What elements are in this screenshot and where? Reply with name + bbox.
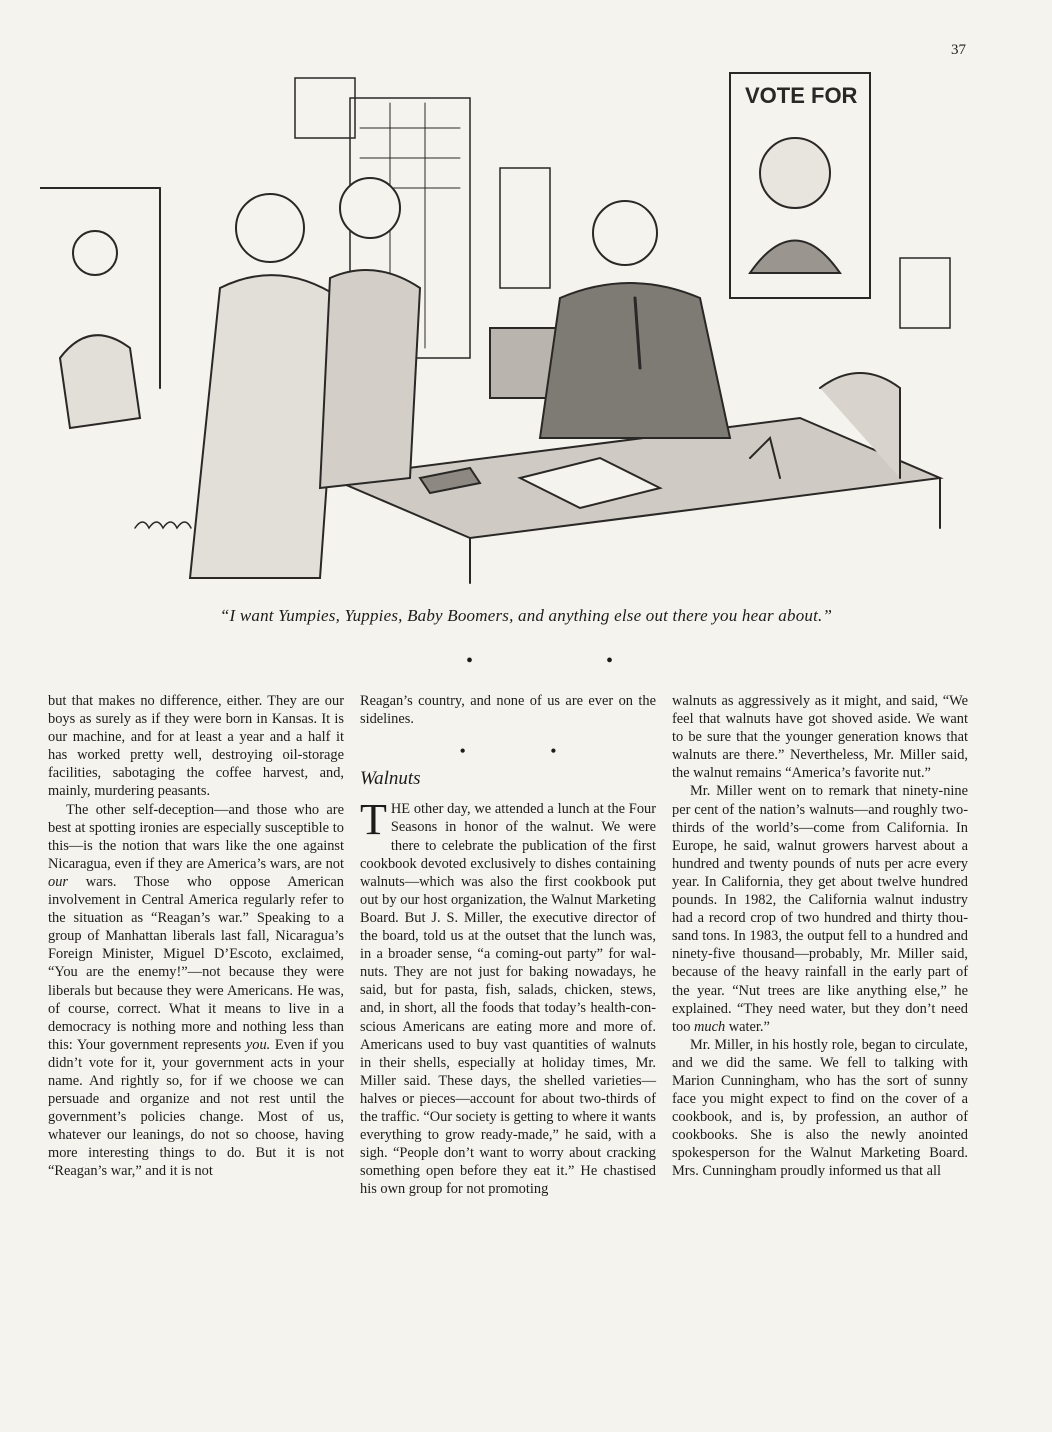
column-3	[672, 692, 968, 1181]
paragraph: Reagan’s country, and none of us are ever on the sidelines.	[360, 693, 656, 728]
section-title: Walnuts	[360, 768, 421, 790]
column-1	[48, 692, 344, 1181]
drop-cap: T	[360, 795, 387, 845]
paragraph: Mr. Miller, in his hostly role, began to circulate, and we did the same. We fell to talking with Marion Cunningham, who has the sort of sunny face you might expect to find on the cover of a cookbook, and is, by profession, an author of cookbooks. She is also the newly anointed spokesperson for the Walnut Marketing Board. Mrs. Cunningham proudly informed us that all	[672, 1036, 968, 1180]
paragraph: but that makes no difference, either. They are our boys as surely as if they were born in Kansas. It is our machine, and for at least a year and a half it has worked pretty well, destroying oil-storage facilities, sabotaging the coffee harvest, and, mainly, murdering peasants.	[48, 693, 344, 800]
cartoon-illustration	[40, 58, 980, 588]
cartoon-caption: “I want Yumpies, Yuppies, Baby Boomers, and anything else out there you hear about.”	[219, 606, 833, 625]
section-divider: • •	[466, 650, 678, 672]
poster-text: VOTE FOR	[745, 83, 858, 108]
paragraph: THE other day, we attended a lunch at the Four Seasons in honor of the walnut. We were there to celebrate the publication of the first cookbook devoted exclusively to dishes containing walnuts—which was also the first cookbook put out by our host organization, the Walnut Marketing Board. But J. S. Miller, the executive director of the board, told us at the outset that the lunch was, in a broader sense, “a coming-out party” for walnuts. They are not just for baking nowadays, he said, but for pasta, fish, salads, chicken, stews, and, in short, all the foods that today’s health-conscious Americans are eating more and more of. Americans used to buy vast quantities of walnuts in their shells, especially at holiday times, Mr. Miller said. These days, the shelled varieties—halves or pieces—account for about two-thirds of the traffic. “Our society is getting to where it wants everything to grow ready-made,” he said, with a sigh. “People don’t want to worry about cracking something open before they eat it.” He chastised his own group for not promoting	[360, 795, 656, 1198]
paragraph: Mr. Miller went on to remark that ninety-nine per cent of the nation’s walnuts—and roughly two-thirds of the world’s—come from California. In Europe, he said, walnut growers harvest about a hundred and twenty pounds of nuts per acre every year. In California, they get about twelve hundred pounds. In 1982, the California walnut industry had a record crop of two hundred and thirty thousand tons. In 1983, the output fell to a hundred and ninety-five thousand—probably, Mr. Miller said, because of the heavy rainfall in the early part of the year. “Nut trees are like anything else,” he explained. “They need water, but they don’t need too much water.”	[672, 783, 968, 1035]
column-2	[360, 692, 656, 1198]
section-divider: • •	[459, 741, 597, 762]
paragraph: walnuts as aggressively as it might, and said, “We feel that walnuts have got shoved aside. We want to be sure that the younger generation knows that walnuts are there.” Nevertheless, Mr. Miller said, the walnut remains “America’s favorite nut.”	[672, 693, 968, 782]
page-number: 37	[951, 42, 966, 58]
paragraph: The other self-deception—and those who are best at spotting ironies are especially susceptible to this—is the notion that wars like the one against Nicaragua, even if they are America’s wars, are not our wars. Those who oppose American involvement in Central America regularly refer to the situation as “Reagan’s war.” Speaking to a group of Manhattan liberals last fall, Nicaragua’s Foreign Minister, Miguel D’Escoto, exclaimed, “You are the enemy!”—not because they were liberals but because they were Americans. He was, of course, correct. What it means to live in a democracy is nothing more and nothing less than this: Your government represents you. Even if you didn’t vote for it, your government acts in your name. And rightly so, for if we choose we can persuade and organize and not rest until the government’s policies change. Most of us, whatever our leanings, do not so choose, having more interesting things to do. But it is not “Reagan’s war,” and it is not	[48, 801, 344, 1180]
